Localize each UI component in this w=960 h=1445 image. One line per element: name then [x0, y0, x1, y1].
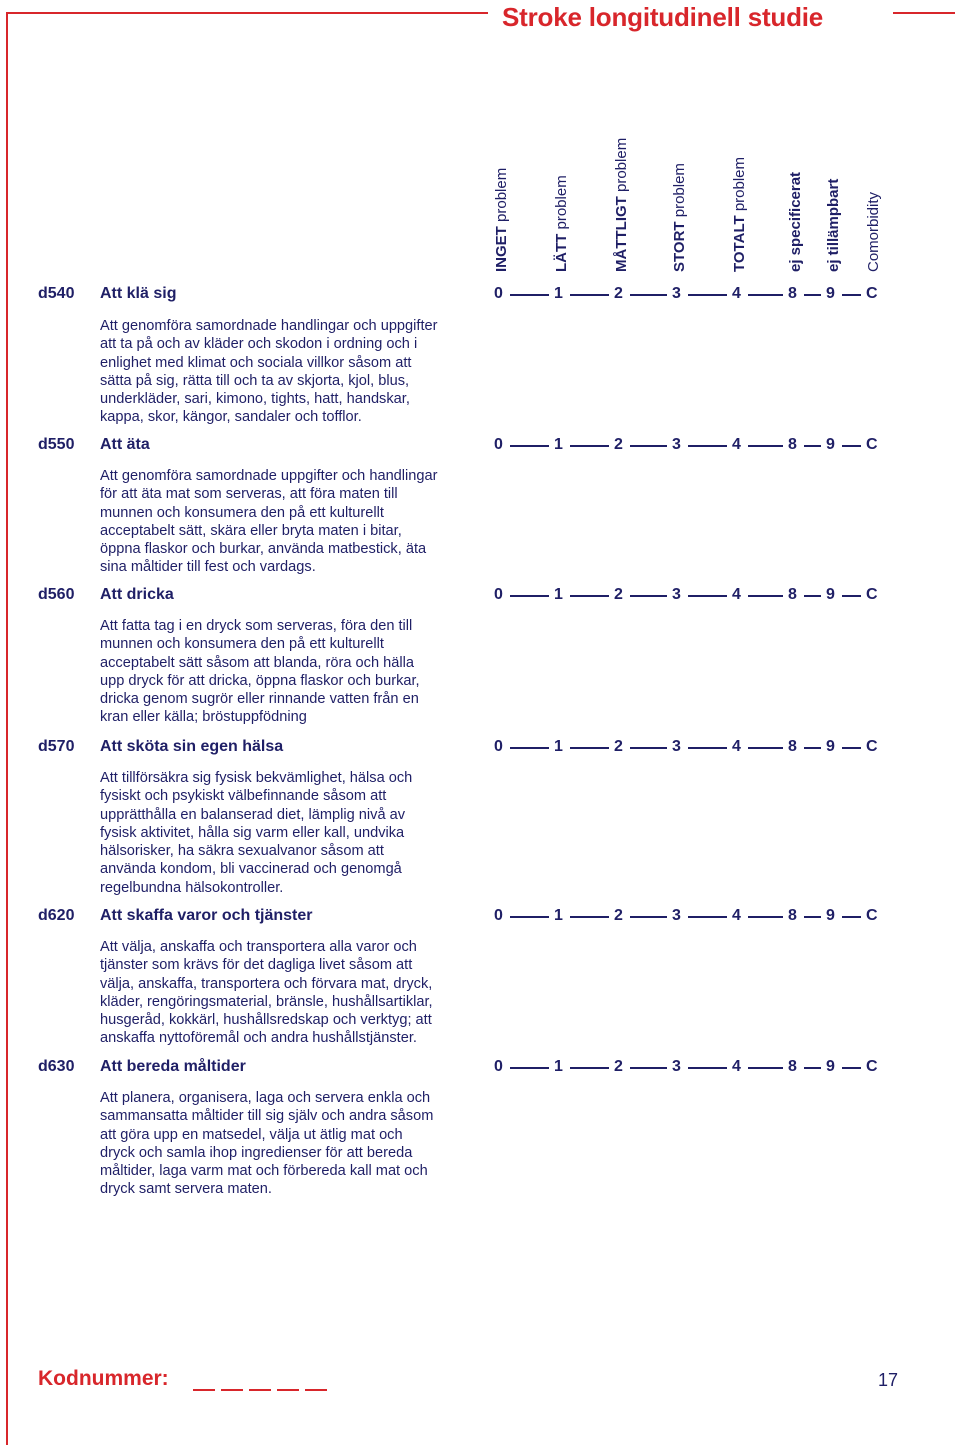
column-header [672, 102, 692, 272]
scale-connector [688, 445, 727, 447]
description-line: regelbundna hälsokontroller. [100, 879, 284, 896]
item-description [100, 617, 480, 727]
column-header [826, 102, 846, 272]
scale-connector [804, 595, 821, 597]
item-code: d540 [38, 285, 75, 302]
scale-option-8[interactable]: 8 [788, 907, 797, 924]
column-header-text [825, 179, 842, 272]
description-line: fysisk aktivitet, hålla sig varm eller kall, undvika [100, 824, 405, 841]
scale-connector [804, 1067, 821, 1069]
rating-scale [0, 586, 960, 606]
scale-option-3[interactable]: 3 [672, 907, 681, 924]
column-header-suffix: problem [731, 156, 748, 216]
scale-connector [842, 1067, 861, 1069]
scale-option-8[interactable]: 8 [788, 285, 797, 302]
scale-option-2[interactable]: 2 [614, 907, 623, 924]
scale-option-4[interactable]: 4 [732, 907, 741, 924]
scale-connector [570, 1067, 609, 1069]
scale-connector [804, 294, 821, 296]
column-header-bold: INGET [493, 226, 510, 272]
scale-option-9[interactable]: 9 [826, 285, 835, 302]
column-header-bold: ej specificerat [787, 171, 804, 272]
scale-connector [842, 595, 861, 597]
item-code: d570 [38, 738, 75, 755]
scale-option-0[interactable]: 0 [494, 436, 503, 453]
description-line: kran eller källa; bröstuppfödning [100, 709, 307, 726]
scale-connector [748, 1067, 783, 1069]
code-blank-5[interactable] [305, 1389, 327, 1391]
description-line: måltider, laga varm mat och förbereda kall mat och [100, 1163, 428, 1180]
description-line: upp dryck för att dricka, öppna flaskor och burkar, [100, 672, 420, 689]
scale-connector [688, 916, 727, 918]
scale-option-2[interactable]: 2 [614, 738, 623, 755]
frame-top-left-rule [6, 12, 488, 14]
page-number: 17 [878, 1370, 899, 1390]
scale-option-4[interactable]: 4 [732, 436, 741, 453]
scale-connector [842, 445, 861, 447]
scale-connector [748, 294, 783, 296]
scale-option-2[interactable]: 2 [614, 586, 623, 603]
rating-scale [0, 907, 960, 927]
description-line: enlighet med klimat och sociala villkor såsom att [100, 354, 412, 371]
scale-connector [510, 1067, 549, 1069]
scale-option-8[interactable]: 8 [788, 436, 797, 453]
description-line: Att genomföra samordnade uppgifter och handlingar [100, 468, 438, 484]
scale-option-C[interactable]: C [866, 738, 878, 755]
description-line: acceptabelt sätt, skära eller bryta maten i bitar, [100, 522, 402, 539]
description-line: välja, anskaffa, transportera och förvara mat, dryck, [100, 975, 433, 992]
description-line: Att välja, anskaffa och transportera alla varor och [100, 939, 417, 955]
scale-connector [510, 916, 549, 918]
scale-connector [842, 747, 861, 749]
column-header-text [671, 163, 688, 272]
column-header-bold: LÄTT [553, 233, 570, 272]
column-header-suffix: problem [671, 163, 688, 222]
rating-scale [0, 1058, 960, 1078]
scale-option-3[interactable]: 3 [672, 436, 681, 453]
scale-option-C[interactable]: C [866, 285, 878, 302]
item-name: Att skaffa varor och tjänster [100, 907, 313, 924]
scale-option-C[interactable]: C [866, 1058, 878, 1075]
scale-option-4[interactable]: 4 [732, 1058, 741, 1075]
description-line: dricka genom sugrör eller rinnande vatten från en [100, 691, 419, 708]
scale-option-0[interactable]: 0 [494, 907, 503, 924]
description-line: dryck samt servera maten. [100, 1181, 272, 1198]
column-header-text [613, 138, 630, 272]
item-name: Att dricka [100, 586, 174, 603]
scale-connector [630, 1067, 667, 1069]
scale-connector [630, 294, 667, 296]
scale-option-3[interactable]: 3 [672, 285, 681, 302]
scale-option-C[interactable]: C [866, 436, 878, 453]
scale-option-9[interactable]: 9 [826, 1058, 835, 1075]
column-header-bold: STORT [671, 221, 688, 272]
description-line: för att äta mat som serveras, att föra maten till [100, 486, 398, 503]
description-line: acceptabelt sätt såsom att blanda, röra och hälla [100, 654, 414, 671]
item-description [100, 317, 480, 427]
description-line: tjänster som krävs för det dagliga livet såsom att [100, 957, 413, 974]
column-header-text [493, 168, 510, 272]
scale-connector [748, 445, 783, 447]
scale-connector [842, 294, 861, 296]
description-line: underkläder, sari, kimono, tights, hatt, handskar, [100, 391, 410, 408]
scale-option-1[interactable]: 1 [554, 285, 563, 302]
scale-option-4[interactable]: 4 [732, 285, 741, 302]
column-header-suffix: Comorbidity [865, 191, 882, 272]
scale-option-9[interactable]: 9 [826, 436, 835, 453]
code-blank-1[interactable] [193, 1389, 215, 1391]
scale-option-4[interactable]: 4 [732, 738, 741, 755]
column-header-suffix: problem [613, 137, 630, 197]
scale-option-4[interactable]: 4 [732, 586, 741, 603]
item-name: Att bereda måltider [100, 1058, 246, 1075]
description-line: munnen och konsumera den på ett kulturellt [100, 504, 384, 521]
scale-connector [748, 916, 783, 918]
scale-option-8[interactable]: 8 [788, 586, 797, 603]
scale-option-3[interactable]: 3 [672, 738, 681, 755]
column-header [788, 102, 808, 272]
item-name: Att klä sig [100, 285, 177, 302]
description-line: munnen och konsumera den på ett kulturellt [100, 636, 384, 653]
scale-option-8[interactable]: 8 [788, 738, 797, 755]
column-header [614, 102, 634, 272]
column-header [732, 102, 752, 272]
scale-connector [510, 747, 549, 749]
scale-connector [688, 595, 727, 597]
description-line: anskaffa nyttoföremål och andra hushållstjänster. [100, 1030, 417, 1047]
item-description [100, 938, 480, 1048]
code-blank-4[interactable] [277, 1389, 299, 1391]
scale-option-8[interactable]: 8 [788, 1058, 797, 1075]
description-line: kappa, skor, kängor, sandaler och tofflor. [100, 409, 362, 426]
description-line: upprätthålla en balanserad diet, lämplig nivå av [100, 806, 406, 823]
item-description [100, 769, 480, 897]
scale-option-9[interactable]: 9 [826, 907, 835, 924]
column-header-text [865, 192, 882, 272]
scale-connector [630, 916, 667, 918]
scale-connector [570, 294, 609, 296]
code-blank-3[interactable] [249, 1389, 271, 1391]
column-header [866, 102, 886, 272]
scale-option-1[interactable]: 1 [554, 1058, 563, 1075]
scale-option-1[interactable]: 1 [554, 436, 563, 453]
scale-option-3[interactable]: 3 [672, 1058, 681, 1075]
scale-option-0[interactable]: 0 [494, 285, 503, 302]
scale-option-0[interactable]: 0 [494, 586, 503, 603]
scale-connector [570, 595, 609, 597]
description-line: husgeråd, kokkärl, hushållsredskap och verktyg; att [100, 1012, 432, 1029]
scale-option-1[interactable]: 1 [554, 738, 563, 755]
item-name: Att sköta sin egen hälsa [100, 738, 284, 755]
description-line: använda kondom, bli vaccinerad och genomgå [100, 861, 402, 878]
scale-connector [510, 445, 549, 447]
column-header-text [787, 172, 804, 272]
description-line: fysiskt och psykiskt välbefinnande såsom att [100, 788, 387, 805]
scale-connector [688, 747, 727, 749]
scale-option-3[interactable]: 3 [672, 586, 681, 603]
description-line: att ta på och av kläder och skodon i ordning och i [100, 336, 418, 353]
scale-option-9[interactable]: 9 [826, 586, 835, 603]
item-description [100, 467, 480, 577]
code-number-label: Kodnummer: [38, 1367, 169, 1390]
description-line: sätta på sig, rätta till och ta av skjorta, kjol, blus, [100, 372, 410, 389]
rating-scale [0, 738, 960, 758]
description-line: hälsorisker, ha säkra sexualvanor såsom att [100, 843, 384, 860]
scale-connector [570, 445, 609, 447]
scale-connector [688, 1067, 727, 1069]
scale-connector [688, 294, 727, 296]
scale-option-C[interactable]: C [866, 907, 878, 924]
description-line: kläder, rengöringsmaterial, bränsle, hushållsartiklar, [100, 993, 433, 1010]
scale-connector [510, 294, 549, 296]
column-header-suffix: problem [493, 167, 510, 227]
scale-connector [630, 595, 667, 597]
description-line: sina måltider till fest och vardags. [100, 559, 316, 576]
scale-connector [630, 747, 667, 749]
column-header-text [731, 157, 748, 272]
scale-option-1[interactable]: 1 [554, 586, 563, 603]
description-line: Att tillförsäkra sig fysisk bekvämlighet, hälsa och [100, 770, 413, 786]
scale-option-9[interactable]: 9 [826, 738, 835, 755]
scale-connector [630, 445, 667, 447]
code-blank-2[interactable] [221, 1389, 243, 1391]
frame-top-right-rule [893, 12, 955, 14]
scale-option-1[interactable]: 1 [554, 907, 563, 924]
scale-connector [748, 595, 783, 597]
scale-option-C[interactable]: C [866, 586, 878, 603]
scale-option-2[interactable]: 2 [614, 436, 623, 453]
scale-connector [804, 916, 821, 918]
item-code: d630 [38, 1058, 75, 1075]
frame-left-rule [6, 12, 8, 1445]
column-header [554, 102, 574, 272]
description-line: öppna flaskor och burkar, använda matbestick, äta [100, 541, 427, 558]
item-code: d620 [38, 907, 75, 924]
description-line: dryck och samla ihop ingredienser för att bereda [100, 1144, 413, 1161]
column-header-bold: ej tillämpbart [825, 178, 842, 272]
scale-option-0[interactable]: 0 [494, 738, 503, 755]
scale-connector [748, 747, 783, 749]
column-header [494, 102, 514, 272]
column-header-bold: TOTALT [731, 215, 748, 272]
scale-connector [804, 747, 821, 749]
item-code: d560 [38, 586, 75, 603]
description-line: Att fatta tag i en dryck som serveras, föra den till [100, 618, 413, 634]
scale-option-2[interactable]: 2 [614, 285, 623, 302]
column-header-text [553, 175, 570, 272]
description-line: att göra upp en matsedel, välja ut ätlig mat och [100, 1126, 403, 1143]
scale-connector [804, 445, 821, 447]
item-description [100, 1089, 480, 1199]
scale-connector [842, 916, 861, 918]
rating-scale [0, 285, 960, 305]
rating-scale [0, 436, 960, 456]
scale-option-0[interactable]: 0 [494, 1058, 503, 1075]
description-line: Att planera, organisera, laga och servera enkla och [100, 1090, 431, 1106]
scale-connector [570, 747, 609, 749]
item-name: Att äta [100, 436, 150, 453]
scale-connector [570, 916, 609, 918]
description-line: Att genomföra samordnade handlingar och uppgifter [100, 318, 438, 334]
column-header-suffix: problem [553, 175, 570, 234]
column-header-bold: MÅTTLIGT [613, 196, 630, 272]
description-line: sammansatta måltider till sig själv och andra såsom [100, 1108, 434, 1125]
scale-option-2[interactable]: 2 [614, 1058, 623, 1075]
item-code: d550 [38, 436, 75, 453]
page-title: Stroke longitudinell studie [502, 2, 824, 32]
scale-connector [510, 595, 549, 597]
